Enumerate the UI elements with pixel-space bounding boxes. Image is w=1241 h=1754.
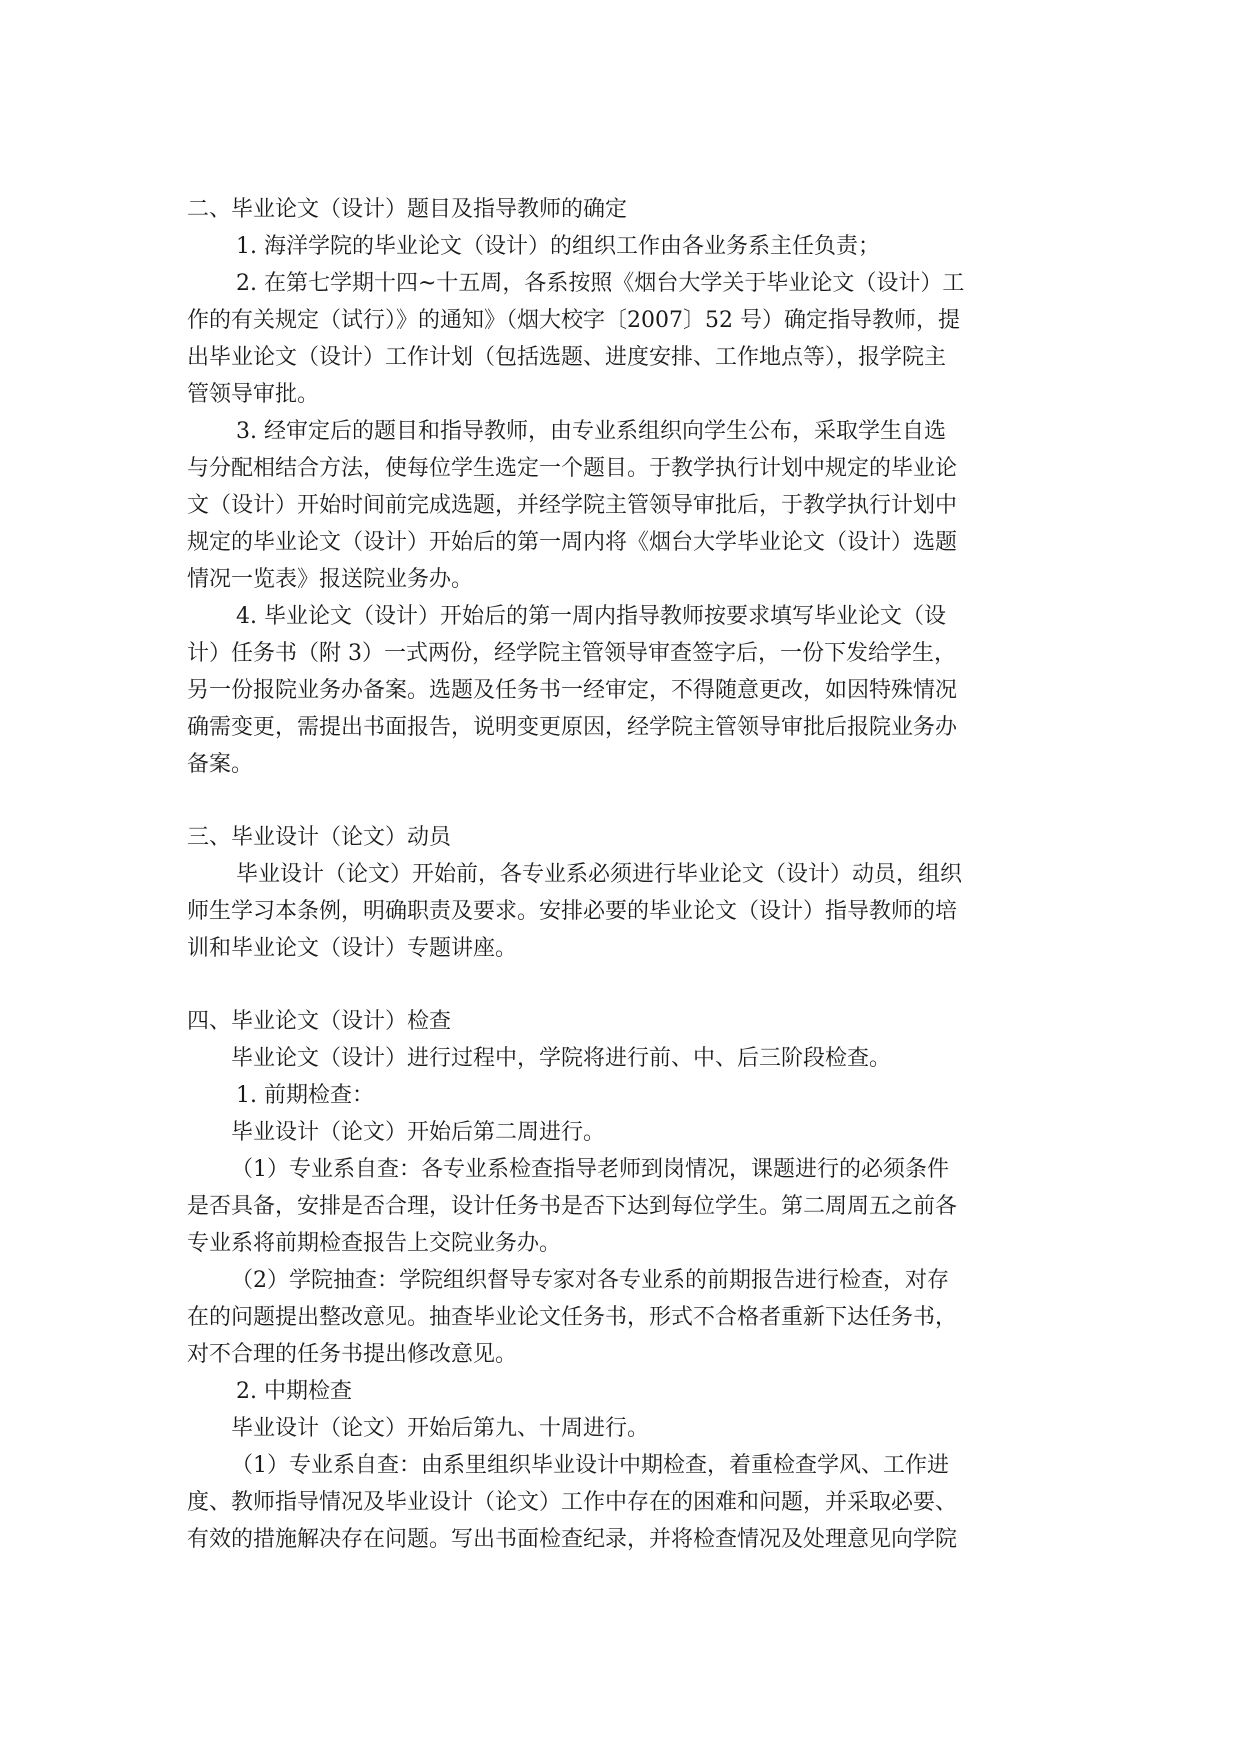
paragraph-line: 是否具备，安排是否合理，设计任务书是否下达到每位学生。第二周周五之前各: [187, 1194, 958, 1219]
paragraph-line: 规定的毕业论文（设计）开始后的第一周内将《烟台大学毕业论文（设计）选题: [187, 530, 958, 555]
paragraph-line: （1）专业系自查：各专业系检查指导老师到岗情况，课题进行的必须条件: [231, 1157, 949, 1182]
paragraph-line: 2. 在第七学期十四~十五周，各系按照《烟台大学关于毕业论文（设计）工: [236, 271, 965, 296]
paragraph-line: 备案。: [187, 752, 254, 777]
paragraph-line: 3. 经审定后的题目和指导教师，由专业系组织向学生公布，采取学生自选: [236, 419, 946, 444]
paragraph-line: 出毕业论文（设计）工作计划（包括选题、进度安排、工作地点等），报学院主: [187, 345, 947, 370]
paragraph-line: 1. 海洋学院的毕业论文（设计）的组织工作由各业务系主任负责；: [236, 234, 880, 259]
paragraph-line: （1）专业系自查：由系里组织毕业设计中期检查，着重检查学风、工作进: [231, 1453, 949, 1478]
paragraph-line: 情况一览表》报送院业务办。: [187, 567, 474, 592]
paragraph-line: 毕业设计（论文）开始后第二周进行。: [231, 1120, 606, 1145]
paragraph-line: 专业系将前期检查报告上交院业务办。: [187, 1231, 562, 1256]
section-spacer: [187, 967, 1057, 1003]
paragraph-line: 训和毕业论文（设计）专题讲座。: [187, 936, 518, 961]
document-page: [187, 191, 1057, 1558]
paragraph-line: 毕业论文（设计）进行过程中，学院将进行前、中、后三阶段检查。: [231, 1046, 892, 1071]
paragraph-line: 有效的措施解决存在问题。写出书面检查纪录，并将检查情况及处理意见向学院: [187, 1527, 958, 1552]
section-spacer: [187, 783, 1057, 819]
paragraph-line: 1. 前期检查：: [236, 1083, 374, 1108]
paragraph-line: 毕业设计（论文）开始后第九、十周进行。: [231, 1416, 650, 1441]
paragraph-line: 毕业设计（论文）开始前，各专业系必须进行毕业论文（设计）动员，组织: [236, 862, 963, 887]
paragraph-line: 度、教师指导情况及毕业设计（论文）工作中存在的困难和问题，并采取必要、: [187, 1490, 958, 1515]
paragraph-line: 作的有关规定（试行）》的通知》（烟大校字〔2007〕52 号）确定指导教师，提: [187, 308, 960, 333]
paragraph-line: 与分配相结合方法，使每位学生选定一个题目。于教学执行计划中规定的毕业论: [187, 456, 958, 481]
paragraph-line: 4. 毕业论文（设计）开始后的第一周内指导教师按要求填写毕业论文（设: [236, 604, 946, 629]
paragraph-line: 管领导审批。: [187, 382, 320, 407]
paragraph-line: 对不合理的任务书提出修改意见。: [187, 1342, 518, 1367]
paragraph-line: 确需变更，需提出书面报告，说明变更原因，经学院主管领导审批后报院业务办: [187, 715, 958, 740]
paragraph-line: 师生学习本条例，明确职责及要求。安排必要的毕业论文（设计）指导教师的培: [187, 899, 958, 924]
section-heading: 二、毕业论文（设计）题目及指导教师的确定: [187, 197, 628, 222]
paragraph-line: （2）学院抽查：学院组织督导专家对各专业系的前期报告进行检查，对存: [231, 1268, 949, 1293]
paragraph-line: 另一份报院业务办备案。选题及任务书一经审定，不得随意更改，如因特殊情况: [187, 678, 958, 703]
paragraph-line: 文（设计）开始时间前完成选题，并经学院主管领导审批后，于教学执行计划中: [187, 493, 958, 518]
paragraph-line: 2. 中期检查: [236, 1379, 352, 1404]
section-heading: 四、毕业论文（设计）检查: [187, 1009, 452, 1034]
paragraph-line: 在的问题提出整改意见。抽查毕业论文任务书，形式不合格者重新下达任务书，: [187, 1305, 958, 1330]
paragraph-line: 计）任务书（附 3）一式两份，经学院主管领导审查签字后，一份下发给学生，: [187, 641, 956, 666]
section-heading: 三、毕业设计（论文）动员: [187, 825, 452, 850]
